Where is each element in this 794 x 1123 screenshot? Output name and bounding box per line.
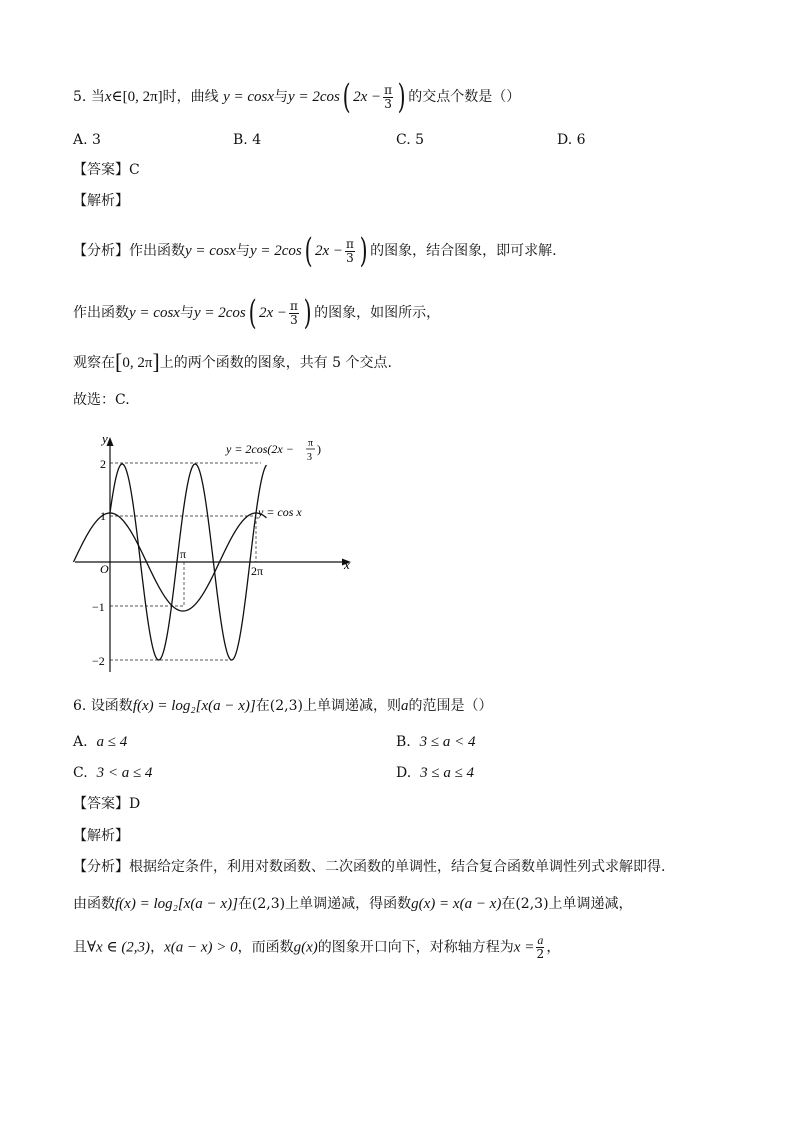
q5-option-b: B. 4 [233,132,262,148]
q6-line2: 且∀x ∈ (2,3)，x(a − x) > 0，而函数g(x)的图象开口向下，对称轴方程为x = $\frac{a}{2}$ ， [73,933,561,961]
q5-option-d: D. 6 [557,132,586,148]
q5-frac: $\frac{\pi}{3}$ [384,82,393,111]
q5-draw-line: 作出函数y = cosx与y = 2cos( 2x − $\frac{\pi}{3}$ ) 的图象，如图所示， [73,293,441,333]
q5-time: 时，曲线 [162,89,219,105]
curve-2cos-label-close: ) [317,442,321,456]
q5-post: 的交点个数是（） [408,89,521,105]
q5-number: 5. [73,89,87,105]
q5-choose: 故选：C. [73,392,130,408]
q6-line1: 由函数f(x) = log₂[x(a − x)]在(2,3)上单调递减，得函数g(x) = x(a − x)在(2,3)上单调递减， [73,896,633,912]
q6-option-c: C. 3 < a ≤ 4 [73,765,153,781]
q6-answer: 【答案】D [73,796,141,812]
q6-analysis: 【分析】根据给定条件，利用对数函数、二次函数的单调性，结合复合函数单调性列式求解即得. [73,859,666,875]
q5-answer: 【答案】C [73,162,140,178]
q5-with: 与 [274,89,289,105]
q6-option-b: B. 3 ≤ a < 4 [396,734,476,750]
curve-cos-label: y = cos x [258,505,302,519]
q6-option-d: D. 3 ≤ a ≤ 4 [396,765,475,781]
q5-option-a: A. 3 [73,132,101,148]
origin-label: O [100,562,109,576]
y-tick-1: 1 [100,509,106,523]
q6-stem: 6. 设函数f(x) = log₂[x(a − x)]在(2,3)上单调递减，则a的范围是（） [73,698,493,714]
q5-curve2b: 2x − [353,89,382,105]
q5-curve2a: y = 2cos [288,89,340,105]
q5-option-c: C. 5 [396,132,425,148]
x-axis-label: x [344,557,350,572]
q5-analysis-head: 【解析】 [73,193,129,209]
curve-2cos-label: y = 2cos(2x − [226,442,294,456]
curve-2cos-label-pi: π [308,438,314,449]
x-tick-2pi: 2π [251,564,264,578]
x-tick-pi: π [180,547,187,561]
y-axis-label: y [102,431,108,446]
function-graph [70,428,360,678]
y-tick-2: 2 [100,457,106,471]
q5-stem: 5. 当x∈[0, 2π]时，曲线 y = cosx与y = 2cos( 2x − $\frac{\pi}{3}$ ) 的交点个数是（） [73,77,521,117]
q5-observe-line: 观察在[0, 2π]上的两个函数的图象，共有 5 个交点. [73,349,392,374]
q5-pre: 当 [90,89,105,105]
curve-2cos-label-3: 3 [307,452,312,463]
q5-analysis-line: 【分析】作出函数y = cosx与y = 2cos( 2x − $\frac{\pi}{3}$ ) 的图象，结合图象，即可求解. [73,231,557,271]
y-tick-m2: −2 [92,654,105,668]
y-tick-m1: −1 [92,600,105,614]
q5-var: x [104,89,112,105]
q5-curve1: y = cosx [223,89,275,105]
q6-analysis-head: 【解析】 [73,828,129,844]
q5-interval: ∈[0, 2π] [111,89,163,105]
q6-option-a: A. a ≤ 4 [73,734,128,750]
